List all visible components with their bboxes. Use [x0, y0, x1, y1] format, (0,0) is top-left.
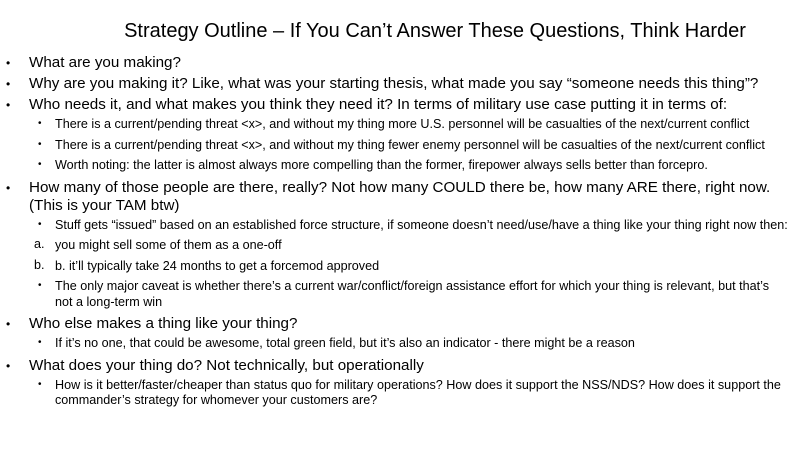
- item-text: There is a current/pending threat <x>, and without my thing more U.S. personnel will be casualties of the next/current conflict: [55, 117, 750, 131]
- item-text: If it’s no one, that could be awesome, total green field, but it’s also an indicator - there might be a reason: [55, 336, 635, 350]
- item-text: Who else makes a thing like your thing?: [29, 315, 298, 332]
- outline-list: [0, 54, 800, 414]
- bullet-item: [0, 357, 800, 375]
- bullet-item: [0, 54, 800, 72]
- bullet-item: [0, 315, 800, 333]
- sub-bullet-item: [0, 279, 800, 310]
- item-text: The only major caveat is whether there’s a current war/conflict/foreign assistance effort for which your thing is relevant, but that’s not a long-term win: [55, 279, 769, 309]
- bullet-marker: •: [6, 77, 11, 91]
- sub-bullet-item: [0, 158, 800, 174]
- item-text: Stuff gets “issued” based on an established force structure, if someone doesn’t need/use/have a thing like your thing right now then:: [55, 217, 788, 232]
- list-number: b.: [34, 257, 45, 272]
- item-text: you might sell some of them as a one-off: [55, 238, 282, 252]
- item-text: Worth noting: the latter is almost always more compelling than the former, firepower always sells better than forcepro.: [55, 158, 708, 172]
- numbered-subitem: [0, 259, 800, 275]
- item-text: How is it better/faster/cheaper than status quo for military operations? How does it support the NSS/NDS? How does it support the commander’s strategy for whomever your customers are?: [55, 377, 781, 407]
- bullet-marker: •: [38, 218, 42, 230]
- bullet-marker: •: [38, 378, 42, 390]
- bullet-marker: •: [38, 280, 42, 291]
- bullet-marker: •: [38, 159, 42, 170]
- sub-bullet-item: [0, 218, 800, 234]
- list-number: a.: [34, 237, 45, 251]
- item-text: Who needs it, and what makes you think they need it? In terms of military use case putting it in terms of:: [29, 96, 728, 113]
- bullet-marker: •: [6, 317, 11, 331]
- slide-title: Strategy Outline – If You Can’t Answer These Questions, Think Harder: [124, 20, 746, 42]
- item-text: What are you making?: [29, 54, 181, 71]
- bullet-marker: •: [6, 56, 11, 70]
- bullet-marker: •: [38, 337, 42, 348]
- item-text: b. it’ll typically take 24 months to get a forcemod approved: [55, 258, 380, 273]
- item-text: What does your thing do? Not technically, but operationally: [29, 356, 424, 374]
- bullet-marker: •: [38, 138, 42, 150]
- item-text: There is a current/pending threat <x>, and without my thing fewer enemy personnel will be casualties of the next/current conflict: [55, 137, 765, 152]
- numbered-subitem: [0, 238, 800, 254]
- sub-bullet-item: [0, 138, 800, 154]
- bullet-marker: •: [6, 98, 11, 112]
- sub-bullet-item: [0, 378, 800, 409]
- bullet-marker: •: [6, 358, 11, 373]
- item-text: Why are you making it? Like, what was your starting thesis, what made you say “someone needs this thing”?: [29, 75, 759, 92]
- bullet-marker: •: [38, 118, 42, 129]
- bullet-marker: •: [6, 180, 11, 195]
- item-text: How many of those people are there, really? Not how many COULD there be, how many ARE there, right now. (This is your TAM btw): [29, 178, 771, 214]
- sub-bullet-item: [0, 117, 800, 133]
- bullet-item: [0, 75, 800, 93]
- sub-bullet-item: [0, 336, 800, 352]
- bullet-item: [0, 96, 800, 114]
- bullet-item: [0, 179, 800, 215]
